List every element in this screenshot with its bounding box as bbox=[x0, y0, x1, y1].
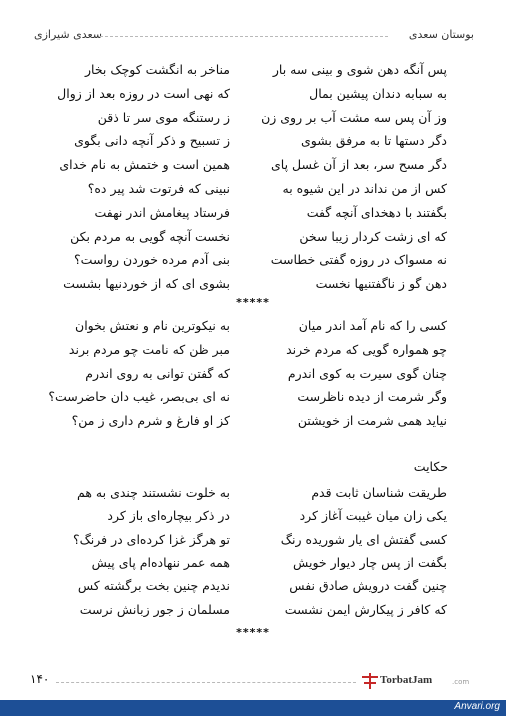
hemistich-right: دگر مسح سر، بعد از آن غسل پای bbox=[270, 157, 447, 173]
site-logo bbox=[362, 672, 482, 690]
hemistich-right: چو همواره گویی که مردم خرند bbox=[286, 341, 447, 357]
couplet bbox=[0, 481, 506, 505]
hemistich-left: کز او فارغ و شرم داری ز من؟ bbox=[71, 413, 230, 429]
bottom-strip bbox=[0, 700, 506, 716]
hemistich-left: در ذکر بیچاره‌ای باز کرد bbox=[107, 508, 230, 524]
site-name: TorbatJam bbox=[380, 674, 433, 686]
story-heading: حکایت bbox=[413, 459, 448, 474]
couplet bbox=[0, 106, 506, 130]
couplet bbox=[0, 314, 506, 338]
header-book-title: بوستان سعدی bbox=[408, 28, 474, 41]
hemistich-right: وگر شرمت از دیده ناظرست bbox=[297, 389, 447, 405]
couplet bbox=[0, 338, 506, 362]
hemistich-left: که گفتن توانی به روی اندرم bbox=[85, 365, 230, 381]
couplet bbox=[0, 153, 506, 177]
hemistich-left: که نهی است در روزه بعد از زوال bbox=[57, 85, 230, 101]
header-divider bbox=[100, 36, 388, 37]
watermark: Anvari.org bbox=[454, 701, 500, 712]
hemistich-right: که کافر ز پیکارش ایمن نشست bbox=[284, 601, 447, 617]
hemistich-left: نبینی که فرتوت شد پیر ده؟ bbox=[87, 181, 230, 196]
hemistich-left: مسلمان ز جور زبانش نرست bbox=[79, 601, 230, 617]
hemistich-right: دگر دستها تا به مرفق بشوی bbox=[301, 133, 447, 149]
site-suffix: .com bbox=[452, 678, 470, 686]
hemistich-left: همه عمر ننهاده‌ام پای پیش bbox=[91, 554, 230, 570]
hemistich-left: ز رستنگه موی سر تا ذقن bbox=[97, 109, 230, 125]
hemistich-left: مناخر به انگشت کوچک بخار bbox=[85, 62, 230, 77]
hemistich-right: طریقت شناسان ثابت قدم bbox=[311, 485, 447, 500]
hemistich-left: تو هرگز غزا کرده‌ای در فرنگ؟ bbox=[72, 531, 230, 547]
hemistich-left: مبر ظن که نامت چو مردم برند bbox=[68, 341, 230, 357]
couplet bbox=[0, 248, 506, 272]
header-author: سعدی شیرازی bbox=[34, 28, 102, 41]
hemistich-left: به خلوت نشستند چندی به هم bbox=[77, 485, 230, 500]
couplet bbox=[0, 129, 506, 153]
hemistich-right: که ای زشت کردار زیبا سخن bbox=[299, 228, 447, 244]
couplet bbox=[0, 58, 506, 82]
hemistich-right: یکی زان میان غیبت آغاز کرد bbox=[299, 508, 447, 524]
page-header bbox=[34, 28, 474, 44]
couplet bbox=[0, 385, 506, 409]
couplet bbox=[0, 551, 506, 575]
couplet bbox=[0, 177, 506, 201]
hemistich-right: بگفت از پس چار دیوار خویش bbox=[293, 554, 447, 570]
hemistich-right: پس آنگه دهن شوی و بینی سه بار bbox=[272, 62, 447, 77]
couplet bbox=[0, 272, 506, 296]
couplet bbox=[0, 82, 506, 106]
section-separator-1: ***** bbox=[236, 296, 270, 309]
hemistich-left: به نیکوترین نام و نعتش بخوان bbox=[75, 318, 230, 333]
section-separator-2: ***** bbox=[236, 626, 270, 639]
hemistich-left: بشوی ای که از خوردنیها بشست bbox=[63, 276, 230, 292]
hemistich-right: بگفتند با دهخدای آنچه گفت bbox=[306, 204, 447, 220]
hemistich-left: نخست آنچه گویی به مردم بکن bbox=[70, 228, 230, 244]
couplet bbox=[0, 362, 506, 386]
couplet bbox=[0, 598, 506, 622]
hemistich-left: ز تسبیح و ذکر آنچه دانی بگوی bbox=[74, 133, 230, 149]
hemistich-right: دهن گو ز ناگفتنیها نخست bbox=[315, 276, 447, 292]
couplet bbox=[0, 504, 506, 528]
hemistich-right: نه مسواک در روزه گفتی خطاست bbox=[270, 252, 447, 268]
hemistich-left: نه ای بی‌بصر، غیب دان حاضرست؟ bbox=[48, 389, 230, 405]
couplet bbox=[0, 528, 506, 552]
couplet bbox=[0, 574, 506, 598]
logo-mark-icon bbox=[362, 673, 378, 689]
couplet bbox=[0, 409, 506, 433]
hemistich-left: ندیدم چنین بخت برگشته کس bbox=[77, 578, 230, 594]
hemistich-right: چنان گوی سیرت به کوی اندرم bbox=[287, 365, 447, 381]
hemistich-right: کسی گفتش ای یار شوریده رنگ bbox=[280, 531, 447, 547]
hemistich-right: به سبابه دندان پیشین بمال bbox=[309, 85, 447, 101]
couplet bbox=[0, 225, 506, 249]
hemistich-left: بنی آدم مرده خوردن رواست؟ bbox=[74, 252, 230, 268]
couplet bbox=[0, 201, 506, 225]
footer-divider bbox=[56, 682, 356, 683]
hemistich-right: نیاید همی شرمت از خویشتن bbox=[297, 413, 447, 429]
page-footer bbox=[0, 672, 506, 692]
hemistich-left: فرستاد پیغامش اندر نهفت bbox=[94, 204, 230, 220]
hemistich-left: همین است و ختمش به نام خدای bbox=[59, 157, 230, 173]
hemistich-right: کسی را که نام آمد اندر میان bbox=[298, 318, 447, 333]
hemistich-right: کس از من نداند در این شیوه به bbox=[282, 181, 447, 196]
hemistich-right: چنین گفت درویش صادق نفس bbox=[289, 578, 447, 594]
page-number: ۱۴۰ bbox=[30, 672, 50, 686]
hemistich-right: وز آن پس سه مشت آب بر روی زن bbox=[261, 109, 447, 125]
